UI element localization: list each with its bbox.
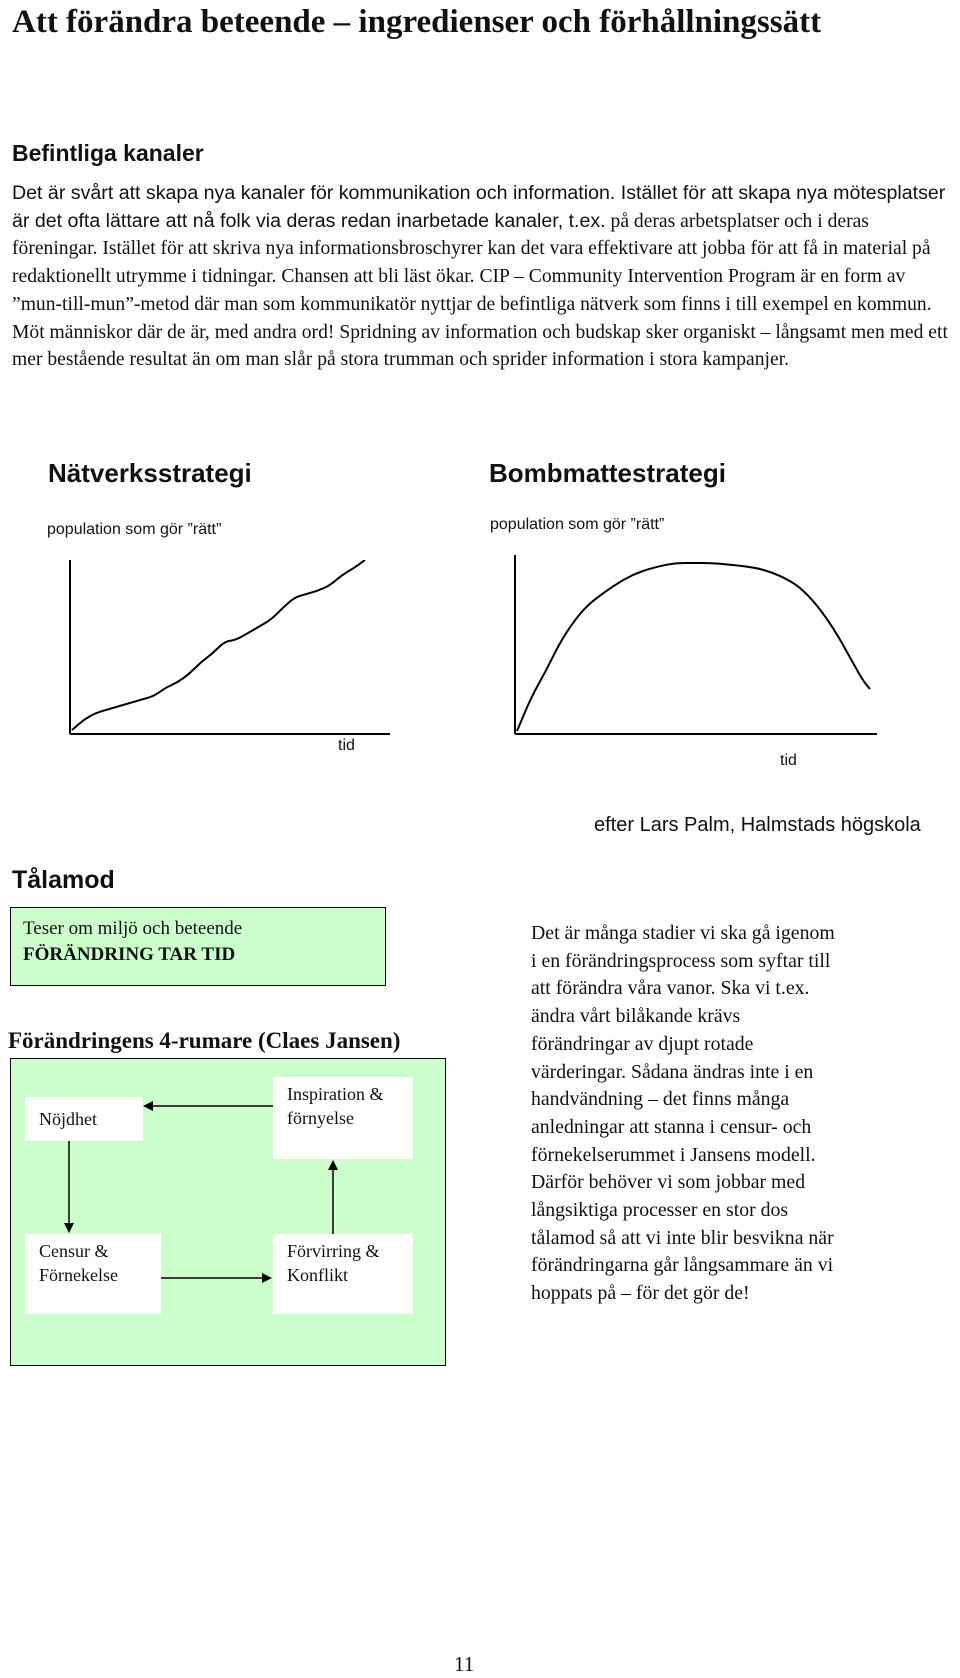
paragraph-line: förändringarna går långsammare än vi bbox=[531, 1254, 834, 1277]
paragraph-line: handvändning – det finns många bbox=[531, 1088, 790, 1111]
paragraph-sentence-2: på deras arbetsplatser och i deras föreningar. Istället för att skriva nya informationsbroschyrer kan det vara effektivare att jobba för att få in material på redaktionellt utrymme i tidningar. Chansen att bli läst ökar. bbox=[12, 210, 931, 288]
chart-ylabel-carpet: population som gör ”rätt” bbox=[490, 516, 665, 533]
paragraph-line: förnekelserummet i Jansens modell. bbox=[531, 1143, 816, 1166]
paragraph-line: ändra vårt bilåkande krävs bbox=[531, 1005, 741, 1028]
room-inspiration: Inspiration & förnyelse bbox=[273, 1077, 413, 1159]
channels-paragraph bbox=[12, 180, 948, 374]
paragraph-line: i en förändringsprocess som syftar till bbox=[531, 949, 831, 972]
chart-ylabel-network: population som gör ”rätt” bbox=[47, 521, 222, 538]
patience-paragraph bbox=[531, 920, 921, 1308]
room-censorship: Censur & Förnekelse bbox=[25, 1234, 161, 1314]
page-number: 11 bbox=[454, 1652, 475, 1676]
paragraph-line: långsiktiga processer en stor dos bbox=[531, 1199, 789, 1222]
room-satisfaction: Nöjdhet bbox=[25, 1097, 143, 1141]
section-heading-channels: Befintliga kanaler bbox=[12, 140, 204, 166]
carpet-bombing-chart bbox=[505, 555, 885, 740]
theses-box bbox=[10, 907, 386, 986]
network-strategy-chart bbox=[60, 560, 400, 740]
chart-xlabel-network: tid bbox=[338, 737, 355, 754]
paragraph-line: anledningar att stanna i censur- och bbox=[531, 1115, 812, 1138]
paragraph-line: hoppats på – för det gör de! bbox=[531, 1282, 750, 1305]
paragraph-line: Det är många stadier vi ska gå igenom bbox=[531, 922, 835, 944]
series-line bbox=[517, 563, 870, 731]
chart-xlabel-carpet: tid bbox=[780, 752, 797, 766]
theses-line-1: Teser om miljö och beteende bbox=[23, 918, 243, 939]
paragraph-line: att förändra våra vanor. Ska vi t.ex. bbox=[531, 977, 810, 1000]
paragraph-sentence-3: CIP – Community Intervention Program är en form av ”mun-till-mun”-metod där man som kommunikatör nyttjar de befintliga nätverk som finns i till exempel en kommun. Möt människor där de är, med andra ord! bbox=[12, 266, 932, 343]
paragraph-line: Därför behöver vi som jobbar med bbox=[531, 1171, 806, 1194]
series-line bbox=[72, 560, 365, 730]
paragraph-line: värderingar. Sådana ändras inte i en bbox=[531, 1060, 814, 1083]
paragraph-sentence-4: Spridning av information och budskap sker organiskt – långsamt men med ett mer bestående resultat än om man slår på stora trumman och sprider information i stora kampanjer. bbox=[12, 321, 948, 371]
chart-title-network: Nätverksstrategi bbox=[48, 458, 252, 488]
paragraph-sentence-1: Det är svårt att skapa nya kanaler för kommunikation och information. Istället för att skapa nya mötesplatser är det ofta lättare att nå folk via deras redan inarbetade kanaler, t.ex. bbox=[12, 182, 946, 232]
paragraph-line: tålamod så att vi inte blir besvikna när bbox=[531, 1226, 834, 1249]
chart-title-carpet: Bombmattestrategi bbox=[489, 458, 726, 488]
room-confusion: Förvirring & Konflikt bbox=[273, 1234, 413, 1314]
section-heading-patience: Tålamod bbox=[12, 866, 115, 894]
theses-line-2: FÖRÄNDRING TAR TID bbox=[23, 944, 236, 965]
paragraph-line: förändringar av djupt rotade bbox=[531, 1032, 754, 1055]
model-arrows bbox=[11, 1059, 445, 1365]
model-heading: Förändringens 4-rumare (Claes Jansen) bbox=[8, 1028, 401, 1053]
four-room-model bbox=[10, 1058, 446, 1366]
chart-credit: efter Lars Palm, Halmstads högskola bbox=[594, 814, 921, 836]
document-title: Att förändra beteende – ingredienser och förhållningssätt bbox=[12, 4, 822, 40]
